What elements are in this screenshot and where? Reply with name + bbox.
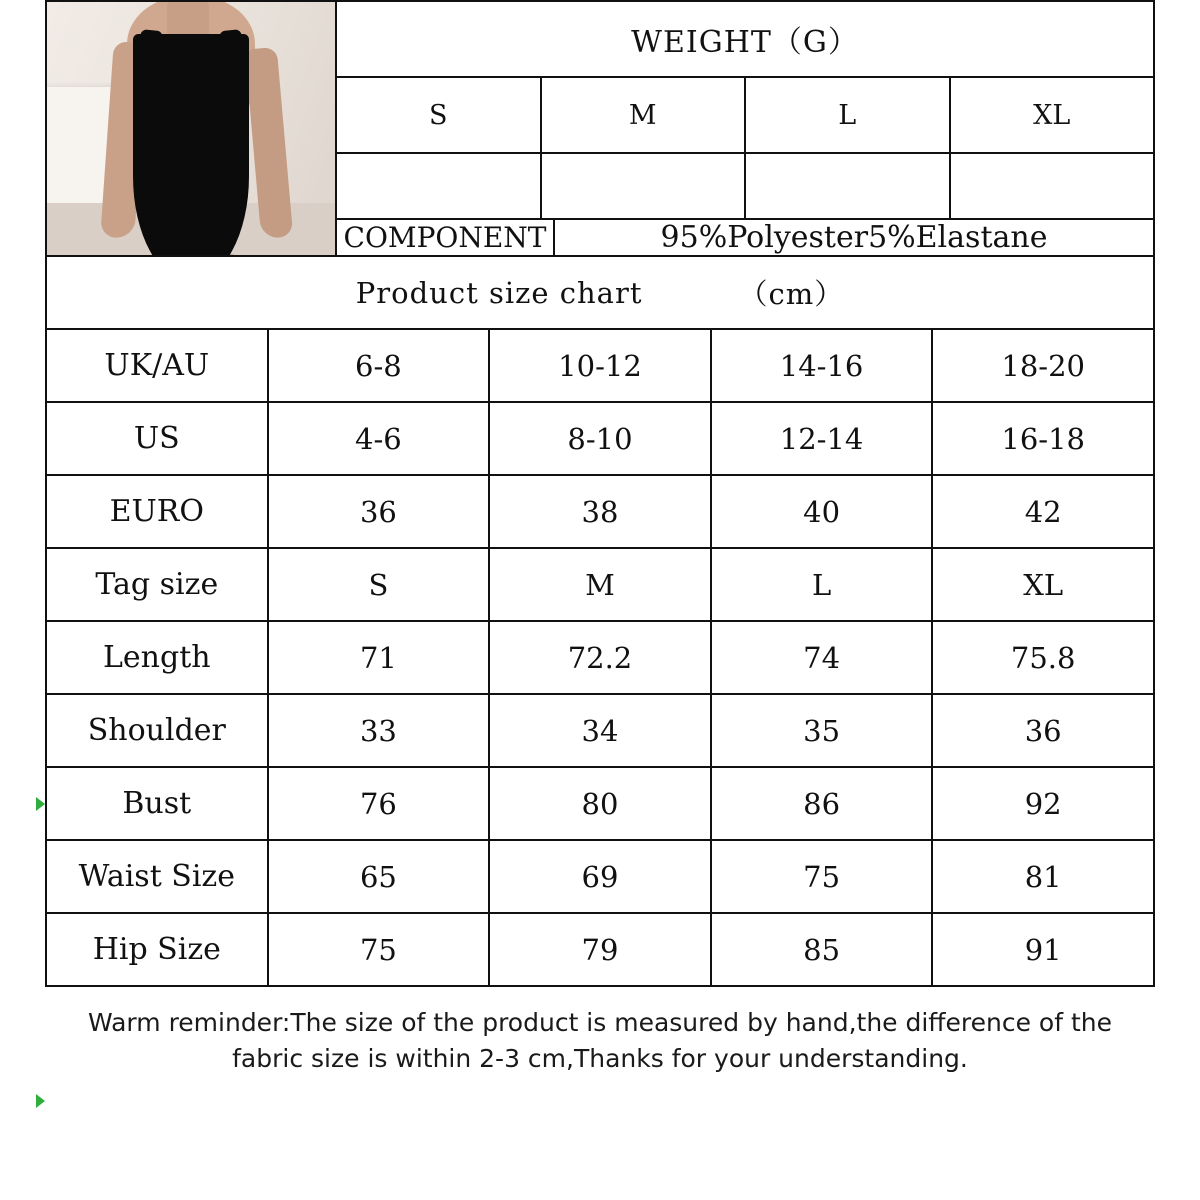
cell-euro-xl: 42 <box>932 475 1154 548</box>
cell-euro-m: 38 <box>489 475 711 548</box>
weight-value-xl <box>951 154 1154 218</box>
table-row <box>46 548 1154 621</box>
cell-tag-size-xl: XL <box>932 548 1154 621</box>
cell-waist-size-s: 65 <box>268 840 490 913</box>
weight-value-l <box>746 154 951 218</box>
cell-uk-au-s: 6-8 <box>268 329 490 402</box>
cell-hip-size-l: 85 <box>711 913 933 986</box>
table-row <box>46 767 1154 840</box>
size-chart-heading-row <box>46 256 1154 329</box>
table-row <box>46 475 1154 548</box>
weight-table <box>337 2 1153 255</box>
cell-bust-xl: 92 <box>932 767 1154 840</box>
cell-tag-size-l: L <box>711 548 933 621</box>
cell-shoulder-xl: 36 <box>932 694 1154 767</box>
component-label: COMPONENT <box>337 220 555 255</box>
cell-uk-au-m: 10-12 <box>489 329 711 402</box>
cell-uk-au-xl: 18-20 <box>932 329 1154 402</box>
photo-model-arm-right <box>245 47 293 239</box>
warm-reminder-line-1: Warm reminder:The size of the product is measured by hand,the difference of the <box>87 1008 1113 1037</box>
table-row <box>46 913 1154 986</box>
table-row <box>46 329 1154 402</box>
cell-length-xl: 75.8 <box>932 621 1154 694</box>
table-row <box>46 840 1154 913</box>
top-section <box>45 0 1155 255</box>
component-value: 95%Polyester5%Elastane <box>660 220 1048 255</box>
weight-size-m: M <box>542 78 747 152</box>
cell-hip-size-s: 75 <box>268 913 490 986</box>
row-label-bust: Bust <box>46 767 268 840</box>
table-row <box>46 402 1154 475</box>
cell-euro-l: 40 <box>711 475 933 548</box>
table-row <box>46 694 1154 767</box>
cell-euro-s: 36 <box>268 475 490 548</box>
size-chart-heading-unit: （cm） <box>738 277 845 311</box>
weight-value-m <box>542 154 747 218</box>
cell-length-l: 74 <box>711 621 933 694</box>
cell-tag-size-s: S <box>268 548 490 621</box>
cell-bust-m: 80 <box>489 767 711 840</box>
cell-length-s: 71 <box>268 621 490 694</box>
weight-size-l: L <box>746 78 951 152</box>
weight-size-s: S <box>337 78 542 152</box>
row-label-shoulder: Shoulder <box>46 694 268 767</box>
size-chart-heading-cell <box>46 256 1154 329</box>
size-chart-table <box>45 255 1155 987</box>
photo-model <box>99 2 289 255</box>
product-photo-cell <box>47 2 337 255</box>
cell-hip-size-xl: 91 <box>932 913 1154 986</box>
cell-us-xl: 16-18 <box>932 402 1154 475</box>
row-label-tag-size: Tag size <box>46 548 268 621</box>
cell-bust-s: 76 <box>268 767 490 840</box>
warm-reminder-note <box>45 987 1155 1078</box>
row-label-uk-au: UK/AU <box>46 329 268 402</box>
cell-us-m: 8-10 <box>489 402 711 475</box>
warm-reminder-line-2: fabric size is within 2-3 cm,Thanks for your understanding. <box>232 1044 968 1074</box>
cell-waist-size-l: 75 <box>711 840 933 913</box>
row-label-length: Length <box>46 621 268 694</box>
row-label-waist-size: Waist Size <box>46 840 268 913</box>
weight-size-header-row <box>337 78 1153 154</box>
component-row <box>337 220 1153 255</box>
green-marker-icon <box>36 1094 45 1108</box>
product-photo-image <box>47 2 335 255</box>
cell-shoulder-l: 35 <box>711 694 933 767</box>
row-label-hip-size: Hip Size <box>46 913 268 986</box>
weight-title: WEIGHT（G） <box>337 2 1153 78</box>
green-marker-icon <box>36 797 45 811</box>
weight-value-row <box>337 154 1153 220</box>
cell-us-s: 4-6 <box>268 402 490 475</box>
cell-us-l: 12-14 <box>711 402 933 475</box>
weight-size-xl: XL <box>1033 99 1071 131</box>
cell-waist-size-xl: 81 <box>932 840 1154 913</box>
row-label-us: US <box>46 402 268 475</box>
weight-value-s <box>337 154 542 218</box>
size-chart-heading-left: Product size chart <box>355 275 643 310</box>
cell-shoulder-m: 34 <box>489 694 711 767</box>
cell-length-m: 72.2 <box>489 621 711 694</box>
row-label-euro: EURO <box>46 475 268 548</box>
cell-hip-size-m: 79 <box>489 913 711 986</box>
cell-uk-au-l: 14-16 <box>711 329 933 402</box>
cell-bust-l: 86 <box>711 767 933 840</box>
cell-shoulder-s: 33 <box>268 694 490 767</box>
cell-tag-size-m: M <box>489 548 711 621</box>
cell-waist-size-m: 69 <box>489 840 711 913</box>
table-row <box>46 621 1154 694</box>
